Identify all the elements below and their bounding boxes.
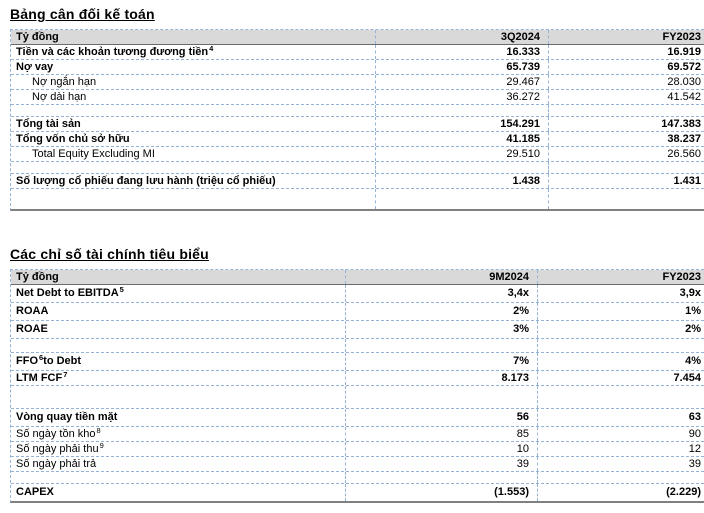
row-label: Tổng vốn chủ sở hữu bbox=[11, 132, 376, 146]
table-row bbox=[11, 285, 704, 303]
table-row bbox=[11, 303, 704, 321]
row-label: FFO $^6$ to Debt bbox=[11, 353, 346, 370]
value-3q2024: 36.272 bbox=[376, 90, 549, 104]
table-row bbox=[11, 427, 704, 442]
table-row bbox=[11, 409, 704, 427]
section-gap bbox=[10, 211, 694, 244]
table-row bbox=[11, 132, 704, 147]
table-row bbox=[11, 484, 704, 501]
unit-header: Tỷ đồng bbox=[11, 30, 376, 44]
value-fy2023: 1.431 bbox=[673, 174, 701, 187]
spacer-row bbox=[11, 189, 704, 209]
value-fy2023: 26.560 bbox=[667, 147, 701, 160]
value-9m2024: 85 bbox=[346, 427, 538, 441]
value-9m2024: 56 bbox=[346, 409, 538, 426]
value-fy2023: 4% bbox=[685, 355, 701, 367]
row-label: Nợ vay bbox=[11, 60, 376, 74]
table-row bbox=[11, 45, 704, 60]
row-label: Total Equity Excluding MI bbox=[11, 147, 376, 161]
value-fy2023: 147.383 bbox=[661, 117, 701, 130]
table-row bbox=[11, 442, 704, 457]
value-9m2024: 39 bbox=[346, 457, 538, 471]
value-fy2023: 2% bbox=[685, 323, 701, 335]
column-header-3q2024: 3Q2024 bbox=[376, 30, 549, 44]
table-row bbox=[11, 457, 704, 472]
value-9m2024: 8.173 bbox=[346, 371, 538, 385]
value-3q2024: 29.467 bbox=[376, 75, 549, 89]
value-3q2024: 154.291 bbox=[376, 117, 549, 131]
row-label: Số ngày phải thu $^9$ bbox=[11, 442, 346, 456]
column-header-fy2023: FY2023 bbox=[662, 30, 701, 43]
row-label: CAPEX bbox=[11, 484, 346, 501]
value-9m2024: 2% bbox=[346, 303, 538, 320]
table-row bbox=[11, 353, 704, 371]
table-row bbox=[11, 60, 704, 75]
value-fy2023: 38.237 bbox=[667, 132, 701, 145]
row-label: Nợ dài hạn bbox=[11, 90, 376, 104]
value-fy2023: (2.229) bbox=[666, 486, 701, 498]
column-header-9m2024: 9M2024 bbox=[346, 270, 538, 284]
table-row bbox=[11, 75, 704, 90]
row-label: ROAA bbox=[11, 303, 346, 320]
row-label: LTM FCF $^7$ bbox=[11, 371, 346, 385]
table-row bbox=[11, 90, 704, 105]
spacer-row bbox=[11, 339, 704, 353]
value-fy2023: 69.572 bbox=[667, 60, 701, 73]
value-fy2023: 63 bbox=[688, 411, 701, 423]
ratios-table bbox=[10, 269, 704, 503]
value-9m2024: 7% bbox=[346, 353, 538, 370]
table-row bbox=[11, 117, 704, 132]
spacer-row bbox=[11, 386, 704, 409]
value-9m2024: 10 bbox=[346, 442, 538, 456]
table-row bbox=[11, 174, 704, 189]
value-3q2024: 16.333 bbox=[376, 45, 549, 59]
value-fy2023: 39 bbox=[688, 457, 701, 470]
row-label: ROAE bbox=[11, 321, 346, 338]
spacer-row bbox=[11, 472, 704, 484]
spacer-row bbox=[11, 105, 704, 117]
value-3q2024: 41.185 bbox=[376, 132, 549, 146]
value-fy2023: 1% bbox=[685, 305, 701, 317]
row-label: Nợ ngắn hạn bbox=[11, 75, 376, 89]
value-fy2023: 3,9x bbox=[679, 287, 701, 299]
column-header-fy2023: FY2023 bbox=[662, 270, 701, 283]
value-fy2023: 28.030 bbox=[667, 75, 701, 88]
value-3q2024: 1.438 bbox=[376, 174, 549, 188]
row-label: Tổng tài sản bbox=[11, 117, 376, 131]
value-fy2023: 12 bbox=[688, 442, 701, 455]
value-3q2024: 29.510 bbox=[376, 147, 549, 161]
ratios-header-row bbox=[11, 270, 704, 285]
unit-header: Tỷ đồng bbox=[11, 270, 346, 284]
row-label: Tiền và các khoản tương đương tiền $^4$ bbox=[11, 45, 376, 59]
row-label: Số lượng cổ phiếu đang lưu hành (triệu cổ phiếu) bbox=[11, 174, 376, 188]
balance-sheet-title: Bảng cân đối kế toán bbox=[10, 6, 155, 22]
table-row bbox=[11, 147, 704, 162]
row-label: Vòng quay tiền mặt bbox=[11, 409, 346, 426]
spacer-row bbox=[11, 162, 704, 174]
row-label: Số ngày phải trả bbox=[11, 457, 346, 471]
row-label: Số ngày tồn kho $^8$ bbox=[11, 427, 346, 441]
value-9m2024: 3% bbox=[346, 321, 538, 338]
row-label: Net Debt to EBITDA $^5$ bbox=[11, 285, 346, 302]
value-9m2024: (1.553) bbox=[346, 484, 538, 501]
value-fy2023: 90 bbox=[688, 427, 701, 440]
value-fy2023: 16.919 bbox=[667, 45, 701, 58]
value-9m2024: 3,4x bbox=[346, 285, 538, 302]
table-row bbox=[11, 321, 704, 339]
value-3q2024: 65.739 bbox=[376, 60, 549, 74]
balance-sheet-table bbox=[10, 29, 704, 211]
value-fy2023: 41.542 bbox=[667, 90, 701, 103]
ratios-title: Các chỉ số tài chính tiêu biểu bbox=[10, 246, 209, 262]
balance-sheet-header-row bbox=[11, 30, 704, 45]
table-row bbox=[11, 371, 704, 386]
value-fy2023: 7.454 bbox=[673, 371, 701, 384]
